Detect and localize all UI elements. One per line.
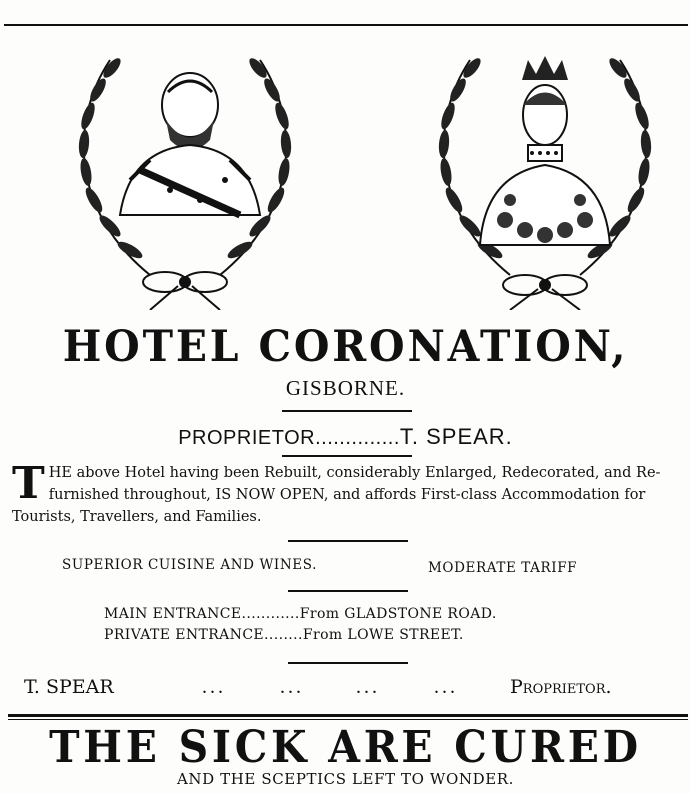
- divider-2: [282, 455, 412, 457]
- proprietor-line: [0, 424, 691, 450]
- private-entrance-text: From LOWE STREET.: [302, 627, 464, 643]
- queen-portrait: [410, 30, 680, 310]
- divider-3: [288, 540, 408, 542]
- private-entrance-line: [104, 627, 464, 643]
- main-entrance-line: [104, 606, 497, 622]
- next-ad-headline: THE SICK ARE CURED: [49, 722, 642, 773]
- dropcap-letter: T: [12, 458, 45, 509]
- divider-5: [288, 662, 408, 664]
- body-text: HE above Hotel having been Rebuilt, considerably Enlarged, Redecorated, and Re-furnished throughout, IS NOW OPEN, and affords First-class Accommodation for Tourists, Travellers, and Families.: [12, 465, 661, 525]
- divider-4: [288, 590, 408, 592]
- tariff-feature: MODERATE TARIFF: [428, 560, 578, 576]
- proprietor-leader: ..............: [315, 427, 400, 449]
- cuisine-feature: SUPERIOR CUISINE AND WINES.: [62, 557, 317, 573]
- laurel-wreath-icon: [410, 30, 680, 310]
- main-entrance-leader: ............: [241, 606, 300, 622]
- proprietor-name: T. SPEAR.: [399, 424, 513, 449]
- body-paragraph: [12, 458, 662, 528]
- laurel-wreath-icon: [50, 30, 320, 310]
- main-entrance-label: MAIN ENTRANCE: [104, 606, 242, 622]
- town-name: GISBORNE.: [285, 376, 406, 400]
- proprietor-label: PROPRIETOR: [178, 427, 316, 449]
- footer-dots-3: ...: [356, 676, 380, 698]
- bottom-rule-thick: [8, 714, 688, 717]
- top-rule: [4, 24, 688, 26]
- divider-1: [282, 410, 412, 412]
- hotel-name: HOTEL CORONATION,: [62, 322, 629, 372]
- next-ad-subline: AND THE SCEPTICS LEFT TO WONDER.: [176, 770, 515, 788]
- footer-dots-2: ...: [280, 676, 304, 698]
- private-entrance-label: PRIVATE ENTRANCE: [104, 627, 265, 643]
- footer-role: Proprietor.: [510, 676, 612, 698]
- king-portrait: [50, 30, 320, 310]
- main-entrance-text: From GLADSTONE ROAD.: [299, 606, 497, 622]
- bottom-rule-thin: [8, 719, 688, 720]
- private-entrance-leader: ........: [264, 627, 303, 643]
- footer-name: T. SPEAR: [24, 676, 114, 698]
- footer-dots-4: ...: [434, 676, 458, 698]
- footer-dots-1: ...: [202, 676, 226, 698]
